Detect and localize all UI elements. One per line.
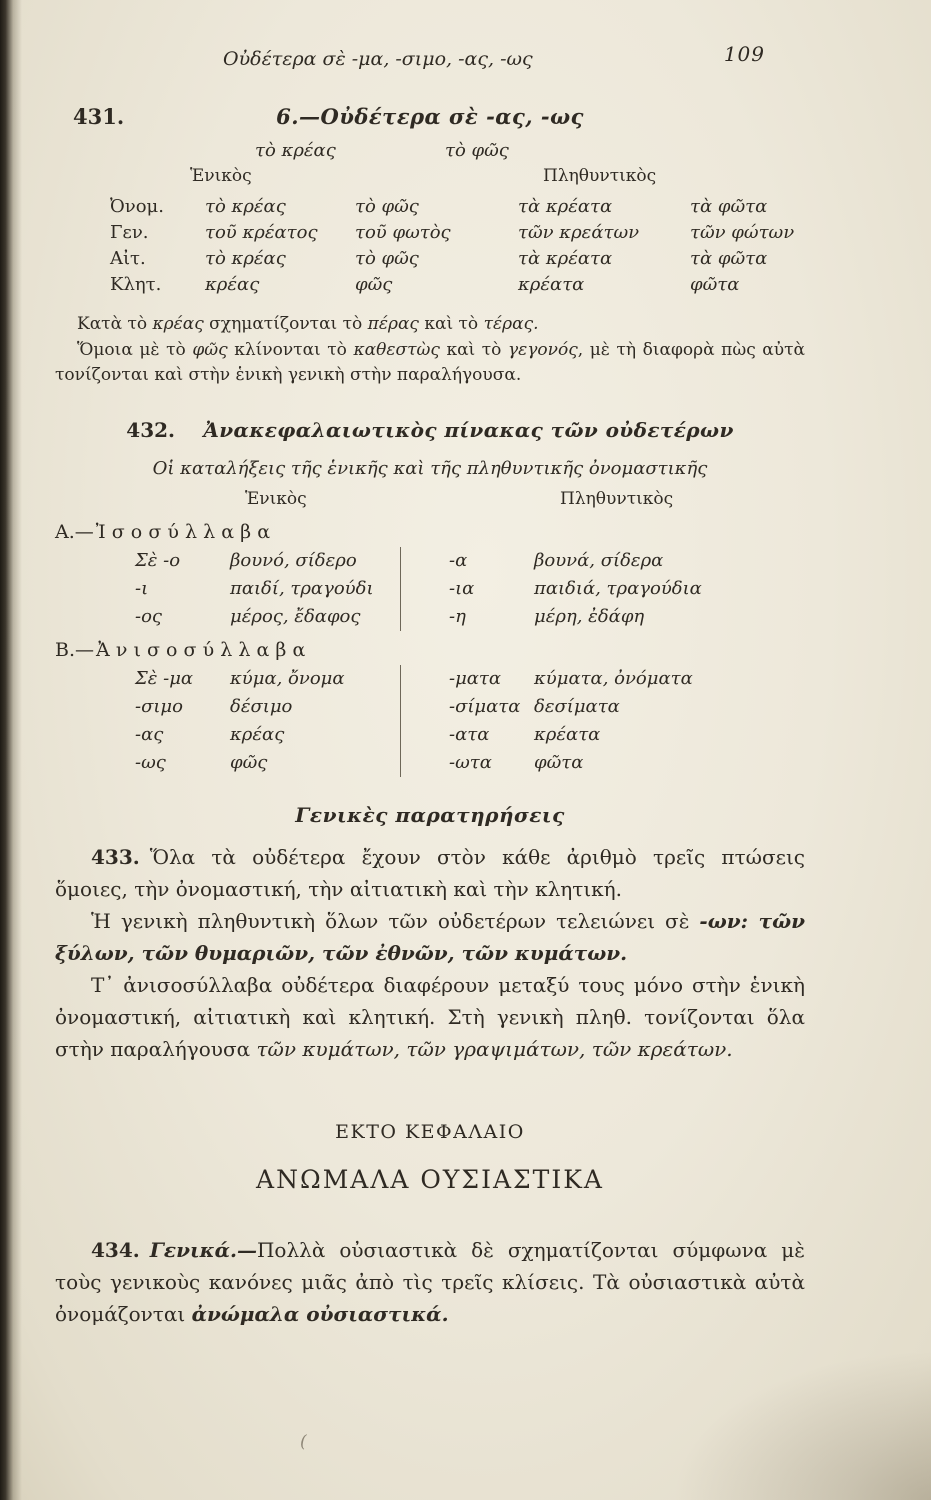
example-terms: τῶν κυμάτων, τῶν γραψιμάτων, τῶν κρεάτων.	[256, 1037, 733, 1061]
page-corner-shade	[671, 1350, 931, 1500]
section-431-title: 6.—Οὐδέτερα σὲ -ας, -ως	[276, 104, 584, 129]
singular-examples: μέρος, ἔδαφος	[230, 606, 361, 627]
plural-label: Πληθυντικὸς	[560, 489, 674, 509]
number-labels-432	[55, 489, 805, 511]
singular-examples: βουνό, σίδερο	[230, 550, 357, 571]
group-a-label	[55, 521, 805, 547]
declension-cell: τοῦ φωτὸς	[355, 222, 451, 243]
singular-ending: -ως	[135, 752, 166, 773]
recap-row	[135, 575, 400, 603]
case-label: Γεν.	[110, 222, 149, 243]
recap-row	[135, 603, 400, 631]
group-a-prefix: Α.—	[55, 521, 94, 543]
declension-cell: τὰ κρέατα	[518, 196, 613, 217]
declension-cell: κρέατα	[518, 274, 585, 295]
recap-row	[449, 749, 805, 777]
note-term: καθεστὼς	[353, 340, 440, 360]
singular-ending: -ι	[135, 578, 149, 599]
note-text: Ὅμοια μὲ τὸ	[77, 340, 193, 360]
note-text: σχηματίζονται τὸ	[203, 314, 368, 334]
declension-cell: τὸ κρέας	[205, 248, 286, 269]
case-label: Ὀνομ.	[110, 196, 164, 217]
paradigm-headwords	[55, 140, 805, 164]
plural-examples: φῶτα	[534, 752, 584, 773]
running-head-title: Οὐδέτερα σὲ -μα, -σιμο, -ας, -ως	[223, 48, 533, 70]
plural-label: Πληθυντικὸς	[543, 166, 657, 186]
paragraph-number: 434.	[91, 1238, 140, 1262]
case-label: Κλητ.	[110, 274, 162, 295]
singular-ending: -ος	[135, 606, 162, 627]
note-text: καὶ τὸ	[418, 314, 484, 334]
recap-table-isosyllaba	[135, 547, 805, 631]
declension-cell: τὸ φῶς	[355, 196, 419, 217]
chapter-kicker: ΕΚΤΟ ΚΕΦΑΛΑΙΟ	[335, 1121, 525, 1143]
headword-fos: τὸ φῶς	[445, 140, 509, 161]
plural-ending: -σίματα	[449, 696, 521, 717]
recap-row	[449, 721, 805, 749]
running-head	[55, 42, 805, 78]
plural-ending: -ια	[449, 578, 475, 599]
recap-row	[449, 665, 805, 693]
plural-examples: κύματα, ὀνόματα	[534, 668, 693, 689]
section-431-heading	[55, 104, 805, 132]
plural-examples: δεσίματα	[534, 696, 620, 717]
recap-table-anisosyllaba	[135, 665, 805, 777]
declension-cell: τῶν φώτων	[690, 222, 795, 243]
note-text: , μὲ τὴ διαφορὰ πὼς αὐτὰ τονίζονται καὶ στὴν ἑνικὴ γενικὴ στὴν παραλήγουσα.	[55, 340, 806, 385]
paragraph-434	[55, 1234, 805, 1330]
singular-examples: κρέας	[230, 724, 285, 745]
recap-singular-column	[135, 547, 400, 631]
plural-ending: -η	[449, 606, 466, 627]
declension-table	[110, 194, 805, 298]
paragraph-433-2	[55, 905, 805, 969]
recap-row	[449, 603, 805, 631]
singular-examples: κύμα, ὄνομα	[230, 668, 345, 689]
group-b-label	[55, 639, 805, 665]
declension-cell: τὰ φῶτα	[690, 248, 768, 269]
recap-row	[135, 547, 400, 575]
singular-label: Ἑνικὸς	[190, 166, 252, 186]
paragraph-text: Ὅλα τὰ οὐδέτερα ἔχουν στὸν κάθε ἀριθμὸ τρεῖς πτώσεις ὅμοιες, τὴν ὀνομαστική, τὴν αἰτιατικὴ καὶ τὴν κλητική.	[55, 845, 805, 901]
declension-cell: φῶς	[355, 274, 393, 295]
recap-row	[135, 693, 400, 721]
number-labels-431	[55, 166, 805, 188]
declension-cell: τὰ κρέατα	[518, 248, 613, 269]
plural-ending: -ματα	[449, 668, 502, 689]
recap-row	[135, 749, 400, 777]
declension-cell: φῶτα	[690, 274, 740, 295]
singular-label: Ἑνικὸς	[245, 489, 307, 509]
singular-examples: παιδί, τραγούδι	[230, 578, 374, 599]
note-text: κλίνονται τὸ	[227, 340, 354, 360]
note-term: κρέας	[152, 314, 204, 334]
paragraph-text: Ἡ γενικὴ πληθυντικὴ ὅλων τῶν οὐδετέρων τελειώνει σὲ	[91, 909, 700, 933]
plural-examples: βουνά, σίδερα	[534, 550, 664, 571]
page-number: 109	[723, 42, 765, 66]
group-b-name: Ἀνισοσύλλαβα	[96, 639, 312, 661]
binding-shadow	[0, 0, 22, 1500]
note-term: τέρας.	[483, 314, 539, 334]
scan-artifact-mark: (	[300, 1432, 307, 1452]
note-text: Κατὰ τὸ	[77, 314, 153, 334]
section-432-subtitle: Οἱ καταλήξεις τῆς ἑνικῆς καὶ τῆς πληθυντικῆς ὀνομαστικῆς	[152, 458, 708, 479]
general-remarks-heading: Γενικὲς παρατηρήσεις	[295, 803, 565, 827]
group-b-prefix: Β.—	[55, 639, 95, 661]
plural-examples: κρέατα	[534, 724, 601, 745]
declension-cell: τοῦ κρέατος	[205, 222, 318, 243]
plural-examples: μέρη, ἐδάφη	[534, 606, 645, 627]
declension-cell: τὰ φῶτα	[690, 196, 768, 217]
paragraph-433-3	[55, 969, 805, 1065]
example-terms: τῶν ξύλων, τῶν θυμαριῶν, τῶν ἐθνῶν, τῶν κυμάτων.	[55, 909, 806, 965]
singular-ending: Σὲ -ο	[135, 550, 181, 571]
paragraph-lead: Γενικά.—	[149, 1238, 257, 1262]
recap-row	[135, 665, 400, 693]
singular-ending: -ας	[135, 724, 164, 745]
note-431-1	[55, 312, 805, 337]
recap-row	[449, 693, 805, 721]
defined-term: ἀνώμαλα οὐσιαστικά.	[191, 1302, 449, 1326]
singular-examples: δέσιμο	[230, 696, 293, 717]
plural-ending: -ατα	[449, 724, 490, 745]
declension-cell: τῶν κρεάτων	[518, 222, 640, 243]
case-label: Αἰτ.	[110, 248, 146, 269]
singular-examples: φῶς	[230, 752, 268, 773]
note-text: καὶ τὸ	[439, 340, 508, 360]
page-content	[55, 42, 806, 1330]
singular-ending: -σιμο	[135, 696, 183, 717]
section-432-title: Ἀνακεφαλαιωτικὸς πίνακας τῶν οὐδετέρων	[203, 418, 734, 442]
declension-cell: κρέας	[205, 274, 260, 295]
recap-row	[135, 721, 400, 749]
recap-plural-column	[400, 547, 805, 631]
recap-row	[449, 575, 805, 603]
note-term: πέρας	[367, 314, 419, 334]
paragraph-number: 433.	[91, 845, 140, 869]
declension-cell: τὸ κρέας	[205, 196, 286, 217]
declension-cell: τὸ φῶς	[355, 248, 419, 269]
note-431-2	[55, 338, 805, 388]
section-432-number: 432.	[126, 418, 175, 442]
plural-ending: -ωτα	[449, 752, 492, 773]
chapter-title: ΑΝΩΜΑΛΑ ΟΥΣΙΑΣΤΙΚΑ	[256, 1165, 604, 1194]
recap-singular-column	[135, 665, 400, 777]
section-432-heading	[55, 418, 805, 446]
note-term: φῶς	[192, 340, 228, 360]
ending-term: -ων:	[699, 909, 749, 933]
recap-row	[449, 547, 805, 575]
section-431-number: 431.	[73, 104, 125, 129]
recap-plural-column	[400, 665, 805, 777]
paragraph-text: Τ᾽ ἀνισοσύλλαβα οὐδέτερα διαφέρουν μεταξύ τους μόνο στὴν ἑνικὴ ὀνομαστική, αἰτιατικὴ καὶ κλητική. Στὴ γενικὴ πληθ. τονίζονται ὅλα στὴν παραλήγουσα	[55, 973, 805, 1061]
plural-ending: -α	[449, 550, 468, 571]
group-a-name: Ἰσοσύλλαβα	[95, 521, 277, 543]
note-term: γεγονός	[507, 340, 578, 360]
plural-examples: παιδιά, τραγούδια	[534, 578, 702, 599]
paragraph-433	[55, 841, 805, 905]
singular-ending: Σὲ -μα	[135, 668, 194, 689]
headword-kreas: τὸ κρέας	[255, 140, 336, 161]
paragraph-text: Πολλὰ οὐσιαστικὰ δὲ σχηματίζονται σύμφωνα μὲ τοὺς γενικοὺς κανόνες μιᾶς ἀπὸ τὶς τρεῖς κλίσεις. Τὰ οὐσιαστικὰ αὐτὰ ὀνομάζονται	[55, 1238, 805, 1326]
